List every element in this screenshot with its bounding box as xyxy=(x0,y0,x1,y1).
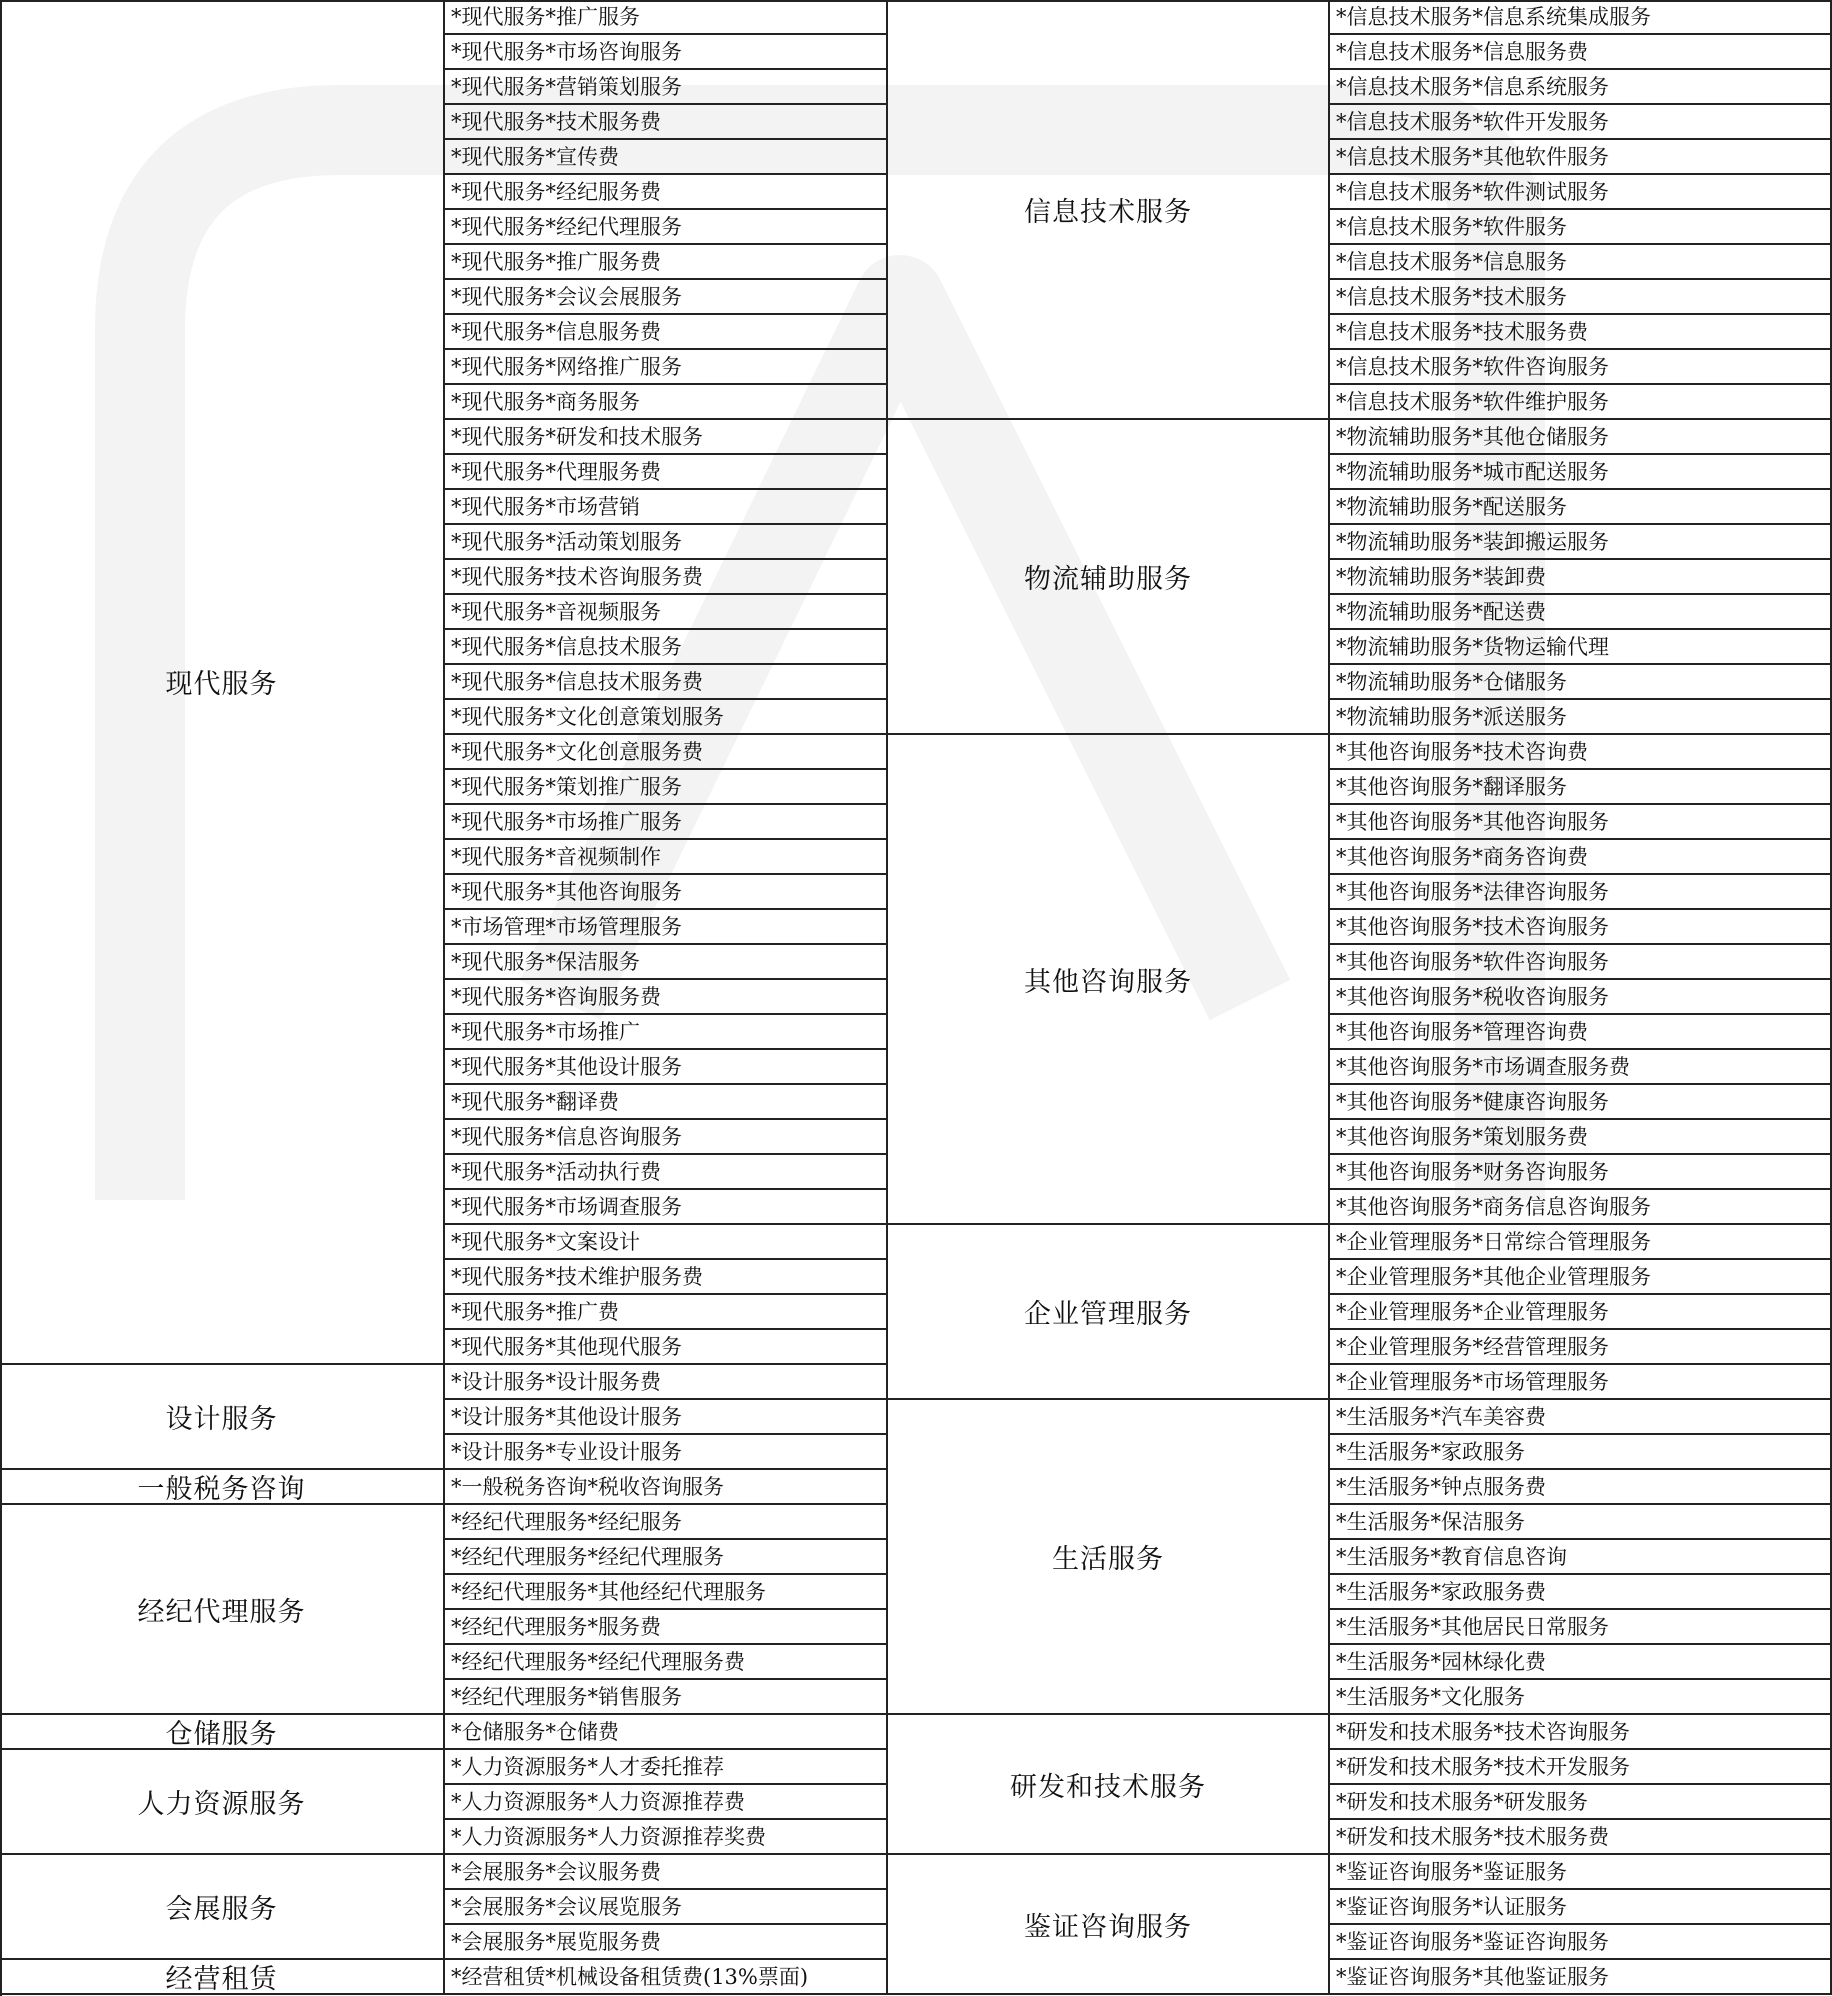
left-category-cell: 会展服务 xyxy=(0,1855,445,1960)
left-item-cell: *现代服务*文案设计 xyxy=(445,1225,888,1260)
left-item-cell: *现代服务*技术服务费 xyxy=(445,105,888,140)
left-item-cell: *现代服务*技术咨询服务费 xyxy=(445,560,888,595)
right-item-cell: *研发和技术服务*技术咨询服务 xyxy=(1330,1715,1832,1750)
left-item-cell: *会展服务*展览服务费 xyxy=(445,1925,888,1960)
left-item-cell: *经营租赁*机械设备租赁费(13%票面) xyxy=(445,1960,888,1995)
right-item-cell: *其他咨询服务*商务咨询费 xyxy=(1330,840,1832,875)
right-item-cell: *信息技术服务*信息系统集成服务 xyxy=(1330,0,1832,35)
left-item-cell: *现代服务*推广服务费 xyxy=(445,245,888,280)
left-item-cell: *现代服务*市场调查服务 xyxy=(445,1190,888,1225)
right-item-cell: *其他咨询服务*商务信息咨询服务 xyxy=(1330,1190,1832,1225)
left-item-cell: *现代服务*营销策划服务 xyxy=(445,70,888,105)
left-item-cell: *现代服务*其他现代服务 xyxy=(445,1330,888,1365)
right-item-cell: *信息技术服务*技术服务费 xyxy=(1330,315,1832,350)
right-item-cell: *企业管理服务*经营管理服务 xyxy=(1330,1330,1832,1365)
right-item-cell: *信息技术服务*软件维护服务 xyxy=(1330,385,1832,420)
right-item-cell: *其他咨询服务*技术咨询费 xyxy=(1330,735,1832,770)
left-item-cell: *仓储服务*仓储费 xyxy=(445,1715,888,1750)
left-item-cell: *现代服务*技术维护服务费 xyxy=(445,1260,888,1295)
left-item-cell: *现代服务*其他咨询服务 xyxy=(445,875,888,910)
right-category-cell: 物流辅助服务 xyxy=(888,420,1330,735)
right-item-cell: *其他咨询服务*健康咨询服务 xyxy=(1330,1085,1832,1120)
left-item-cell: *人力资源服务*人才委托推荐 xyxy=(445,1750,888,1785)
right-item-cell: *信息技术服务*技术服务 xyxy=(1330,280,1832,315)
right-item-cell: *生活服务*文化服务 xyxy=(1330,1680,1832,1715)
right-item-cell: *生活服务*钟点服务费 xyxy=(1330,1470,1832,1505)
right-item-cell: *生活服务*园林绿化费 xyxy=(1330,1645,1832,1680)
right-item-cell: *信息技术服务*信息系统服务 xyxy=(1330,70,1832,105)
left-item-cell: *设计服务*其他设计服务 xyxy=(445,1400,888,1435)
left-item-cell: *人力资源服务*人力资源推荐费 xyxy=(445,1785,888,1820)
right-item-cell: *其他咨询服务*其他咨询服务 xyxy=(1330,805,1832,840)
left-item-cell: *现代服务*信息咨询服务 xyxy=(445,1120,888,1155)
right-item-cell: *信息技术服务*软件测试服务 xyxy=(1330,175,1832,210)
left-item-cell: *现代服务*市场营销 xyxy=(445,490,888,525)
left-item-cell: *现代服务*会议会展服务 xyxy=(445,280,888,315)
right-item-cell: *其他咨询服务*法律咨询服务 xyxy=(1330,875,1832,910)
right-item-cell: *物流辅助服务*仓储服务 xyxy=(1330,665,1832,700)
left-item-cell: *现代服务*保洁服务 xyxy=(445,945,888,980)
right-item-cell: *鉴证咨询服务*认证服务 xyxy=(1330,1890,1832,1925)
left-item-cell: *市场管理*市场管理服务 xyxy=(445,910,888,945)
right-item-cell: *其他咨询服务*市场调查服务费 xyxy=(1330,1050,1832,1085)
right-item-cell: *生活服务*家政服务 xyxy=(1330,1435,1832,1470)
right-item-cell: *企业管理服务*市场管理服务 xyxy=(1330,1365,1832,1400)
left-item-cell: *现代服务*代理服务费 xyxy=(445,455,888,490)
left-item-cell: *现代服务*策划推广服务 xyxy=(445,770,888,805)
right-category-cell: 生活服务 xyxy=(888,1400,1330,1715)
right-item-cell: *其他咨询服务*管理咨询费 xyxy=(1330,1015,1832,1050)
right-item-cell: *其他咨询服务*财务咨询服务 xyxy=(1330,1155,1832,1190)
left-item-cell: *设计服务*专业设计服务 xyxy=(445,1435,888,1470)
right-item-cell: *物流辅助服务*装卸费 xyxy=(1330,560,1832,595)
right-item-cell: *研发和技术服务*研发服务 xyxy=(1330,1785,1832,1820)
right-item-cell: *其他咨询服务*税收咨询服务 xyxy=(1330,980,1832,1015)
right-item-cell: *信息技术服务*软件开发服务 xyxy=(1330,105,1832,140)
right-item-cell: *信息技术服务*其他软件服务 xyxy=(1330,140,1832,175)
left-item-cell: *现代服务*市场推广服务 xyxy=(445,805,888,840)
left-item-cell: *现代服务*活动执行费 xyxy=(445,1155,888,1190)
right-item-cell: *其他咨询服务*策划服务费 xyxy=(1330,1120,1832,1155)
right-item-cell: *研发和技术服务*技术开发服务 xyxy=(1330,1750,1832,1785)
right-item-cell: *鉴证咨询服务*鉴证咨询服务 xyxy=(1330,1925,1832,1960)
right-item-cell: *生活服务*其他居民日常服务 xyxy=(1330,1610,1832,1645)
right-item-cell: *物流辅助服务*城市配送服务 xyxy=(1330,455,1832,490)
left-item-cell: *现代服务*翻译费 xyxy=(445,1085,888,1120)
right-item-cell: *物流辅助服务*货物运输代理 xyxy=(1330,630,1832,665)
right-item-cell: *企业管理服务*日常综合管理服务 xyxy=(1330,1225,1832,1260)
right-category-cell: 研发和技术服务 xyxy=(888,1715,1330,1855)
right-item-cell: *信息技术服务*信息服务 xyxy=(1330,245,1832,280)
left-item-cell: *现代服务*活动策划服务 xyxy=(445,525,888,560)
right-item-cell: *生活服务*保洁服务 xyxy=(1330,1505,1832,1540)
left-item-cell: *现代服务*音视频制作 xyxy=(445,840,888,875)
left-item-cell: *经纪代理服务*服务费 xyxy=(445,1610,888,1645)
left-item-cell: *现代服务*网络推广服务 xyxy=(445,350,888,385)
left-item-cell: *现代服务*信息技术服务 xyxy=(445,630,888,665)
left-item-cell: *现代服务*宣传费 xyxy=(445,140,888,175)
left-item-cell: *会展服务*会议展览服务 xyxy=(445,1890,888,1925)
left-item-cell: *现代服务*推广费 xyxy=(445,1295,888,1330)
right-item-cell: *物流辅助服务*配送服务 xyxy=(1330,490,1832,525)
left-item-cell: *现代服务*音视频服务 xyxy=(445,595,888,630)
right-category-cell: 鉴证咨询服务 xyxy=(888,1855,1330,1995)
left-item-cell: *现代服务*市场推广 xyxy=(445,1015,888,1050)
right-item-cell: *其他咨询服务*技术咨询服务 xyxy=(1330,910,1832,945)
right-item-cell: *信息技术服务*软件服务 xyxy=(1330,210,1832,245)
right-item-cell: *信息技术服务*软件咨询服务 xyxy=(1330,350,1832,385)
left-category-cell: 设计服务 xyxy=(0,1365,445,1470)
right-item-cell: *生活服务*家政服务费 xyxy=(1330,1575,1832,1610)
right-item-cell: *物流辅助服务*派送服务 xyxy=(1330,700,1832,735)
left-category-cell: 一般税务咨询 xyxy=(0,1470,445,1505)
left-item-cell: *现代服务*文化创意策划服务 xyxy=(445,700,888,735)
right-category-cell: 企业管理服务 xyxy=(888,1225,1330,1400)
right-item-cell: *企业管理服务*其他企业管理服务 xyxy=(1330,1260,1832,1295)
left-item-cell: *现代服务*咨询服务费 xyxy=(445,980,888,1015)
left-category-cell: 现代服务 xyxy=(0,0,445,1365)
left-item-cell: *人力资源服务*人力资源推荐奖费 xyxy=(445,1820,888,1855)
right-item-cell: *其他咨询服务*软件咨询服务 xyxy=(1330,945,1832,980)
left-item-cell: *现代服务*经纪服务费 xyxy=(445,175,888,210)
right-item-cell: *其他咨询服务*翻译服务 xyxy=(1330,770,1832,805)
left-item-cell: *会展服务*会议服务费 xyxy=(445,1855,888,1890)
right-item-cell: *物流辅助服务*装卸搬运服务 xyxy=(1330,525,1832,560)
left-item-cell: *设计服务*设计服务费 xyxy=(445,1365,888,1400)
left-item-cell: *现代服务*其他设计服务 xyxy=(445,1050,888,1085)
right-item-cell: *鉴证咨询服务*其他鉴证服务 xyxy=(1330,1960,1832,1995)
left-category-cell: 人力资源服务 xyxy=(0,1750,445,1855)
left-item-cell: *现代服务*市场咨询服务 xyxy=(445,35,888,70)
right-item-cell: *物流辅助服务*配送费 xyxy=(1330,595,1832,630)
left-item-cell: *现代服务*研发和技术服务 xyxy=(445,420,888,455)
right-category-cell: 信息技术服务 xyxy=(888,0,1330,420)
right-item-cell: *信息技术服务*信息服务费 xyxy=(1330,35,1832,70)
left-item-cell: *经纪代理服务*经纪服务 xyxy=(445,1505,888,1540)
left-item-cell: *一般税务咨询*税收咨询服务 xyxy=(445,1470,888,1505)
left-category-cell: 经营租赁 xyxy=(0,1960,445,1995)
right-item-cell: *物流辅助服务*其他仓储服务 xyxy=(1330,420,1832,455)
right-item-cell: *生活服务*教育信息咨询 xyxy=(1330,1540,1832,1575)
left-category-cell: 经纪代理服务 xyxy=(0,1505,445,1715)
left-item-cell: *现代服务*商务服务 xyxy=(445,385,888,420)
left-item-cell: *现代服务*经纪代理服务 xyxy=(445,210,888,245)
left-item-cell: *现代服务*信息服务费 xyxy=(445,315,888,350)
right-item-cell: *企业管理服务*企业管理服务 xyxy=(1330,1295,1832,1330)
left-item-cell: *经纪代理服务*经纪代理服务 xyxy=(445,1540,888,1575)
left-item-cell: *经纪代理服务*其他经纪代理服务 xyxy=(445,1575,888,1610)
left-item-cell: *经纪代理服务*经纪代理服务费 xyxy=(445,1645,888,1680)
right-item-cell: *研发和技术服务*技术服务费 xyxy=(1330,1820,1832,1855)
left-category-cell: 仓储服务 xyxy=(0,1715,445,1750)
left-item-cell: *现代服务*信息技术服务费 xyxy=(445,665,888,700)
left-item-cell: *经纪代理服务*销售服务 xyxy=(445,1680,888,1715)
right-item-cell: *生活服务*汽车美容费 xyxy=(1330,1400,1832,1435)
left-item-cell: *现代服务*推广服务 xyxy=(445,0,888,35)
left-item-cell: *现代服务*文化创意服务费 xyxy=(445,735,888,770)
right-item-cell: *鉴证咨询服务*鉴证服务 xyxy=(1330,1855,1832,1890)
right-category-cell: 其他咨询服务 xyxy=(888,735,1330,1225)
